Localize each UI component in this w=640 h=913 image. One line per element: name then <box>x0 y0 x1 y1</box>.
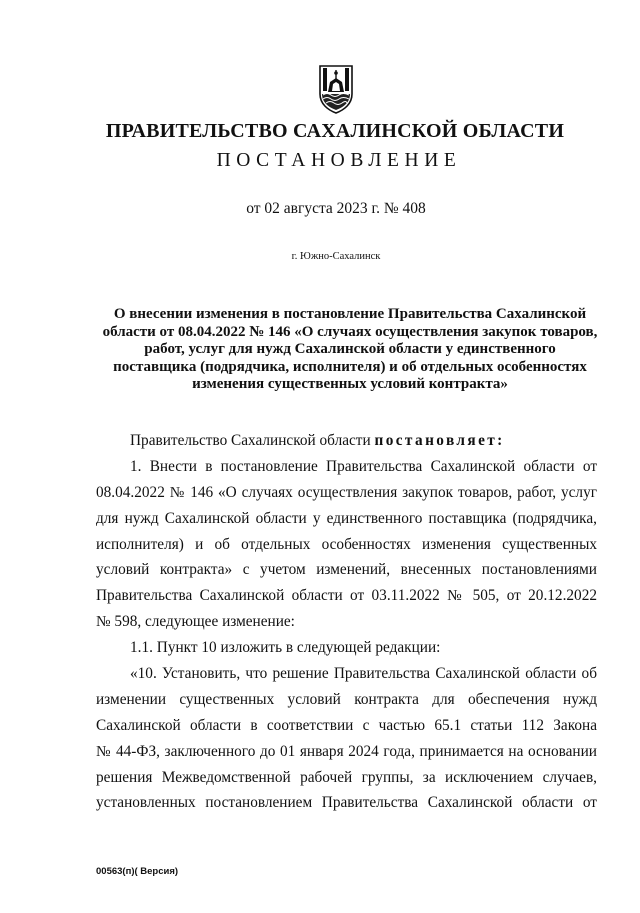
preamble-text: Правительство Сахалинской области <box>130 432 375 449</box>
document-city: г. Южно-Сахалинск <box>291 251 381 262</box>
subject-line: изменения существенных условий контракта» <box>192 376 508 393</box>
paragraph-10-line: Сахалинской области в соответствии с частью 65.1 статьи 112 Закона <box>96 716 597 734</box>
paragraph-10-line: «10. Установить, что решение Правительства Сахалинской области об <box>130 665 597 683</box>
preamble <box>96 428 597 454</box>
version-footer: 00563(п)( Версия) <box>96 866 179 877</box>
paragraph-10-line: решения Межведомственной рабочей группы, за исключением случаев, <box>96 768 597 786</box>
document-date-number: от 02 августа 2023 г. № 408 <box>246 200 426 217</box>
paragraph-1-line: 08.04.2022 № 146 «О случаях осуществления закупок товаров, работ, услуг <box>96 483 597 501</box>
subject-line: поставщика (подрядчика, исполнителя) и об отдельных особенностях <box>113 358 587 375</box>
paragraph-1-line: исполнителя) и об отдельных особенностях изменения существенных <box>96 535 597 553</box>
subject-line: О внесении изменения в постановление Правительства Сахалинской <box>113 306 587 322</box>
subject-line: области от 08.04.2022 № 146 «О случаях осуществления закупок товаров, <box>102 323 598 340</box>
document-subject <box>100 306 600 394</box>
paragraph-1-1: 1.1. Пункт 10 изложить в следующей редакции: <box>130 639 441 657</box>
paragraph-10-line: изменении существенных условий контракта для обеспечения нужд <box>96 690 597 708</box>
document-type: ПОСТАНОВЛЕНИЕ <box>216 150 462 171</box>
paragraph-1-line: Правительства Сахалинской области от 03.11.2022 № 505, от 20.12.2022 <box>96 587 597 605</box>
coat-of-arms-icon <box>318 64 354 114</box>
subject-line: работ, услуг для нужд Сахалинской области у единственного <box>144 341 556 358</box>
paragraph-10-line: установленных постановлением Правительства Сахалинской области от <box>96 794 597 812</box>
paragraph-1-line: № 598, следующее изменение: <box>96 613 295 631</box>
paragraph-1-line: для нужд Сахалинской области у единственного поставщика (подрядчика, <box>96 509 597 527</box>
organization-title: ПРАВИТЕЛЬСТВО САХАЛИНСКОЙ ОБЛАСТИ <box>105 120 565 142</box>
paragraph-1-line: 1. Внести в постановление Правительства Сахалинской области от <box>130 457 597 475</box>
paragraph-10-line: № 44-ФЗ, заключенного до 01 января 2024 года, принимается на основании <box>96 742 597 760</box>
document-body <box>96 428 597 816</box>
paragraph-1-line: условий контракта» с учетом изменений, внесенных постановлениями <box>96 561 597 579</box>
preamble-emphasis: постановляет: <box>374 432 505 449</box>
